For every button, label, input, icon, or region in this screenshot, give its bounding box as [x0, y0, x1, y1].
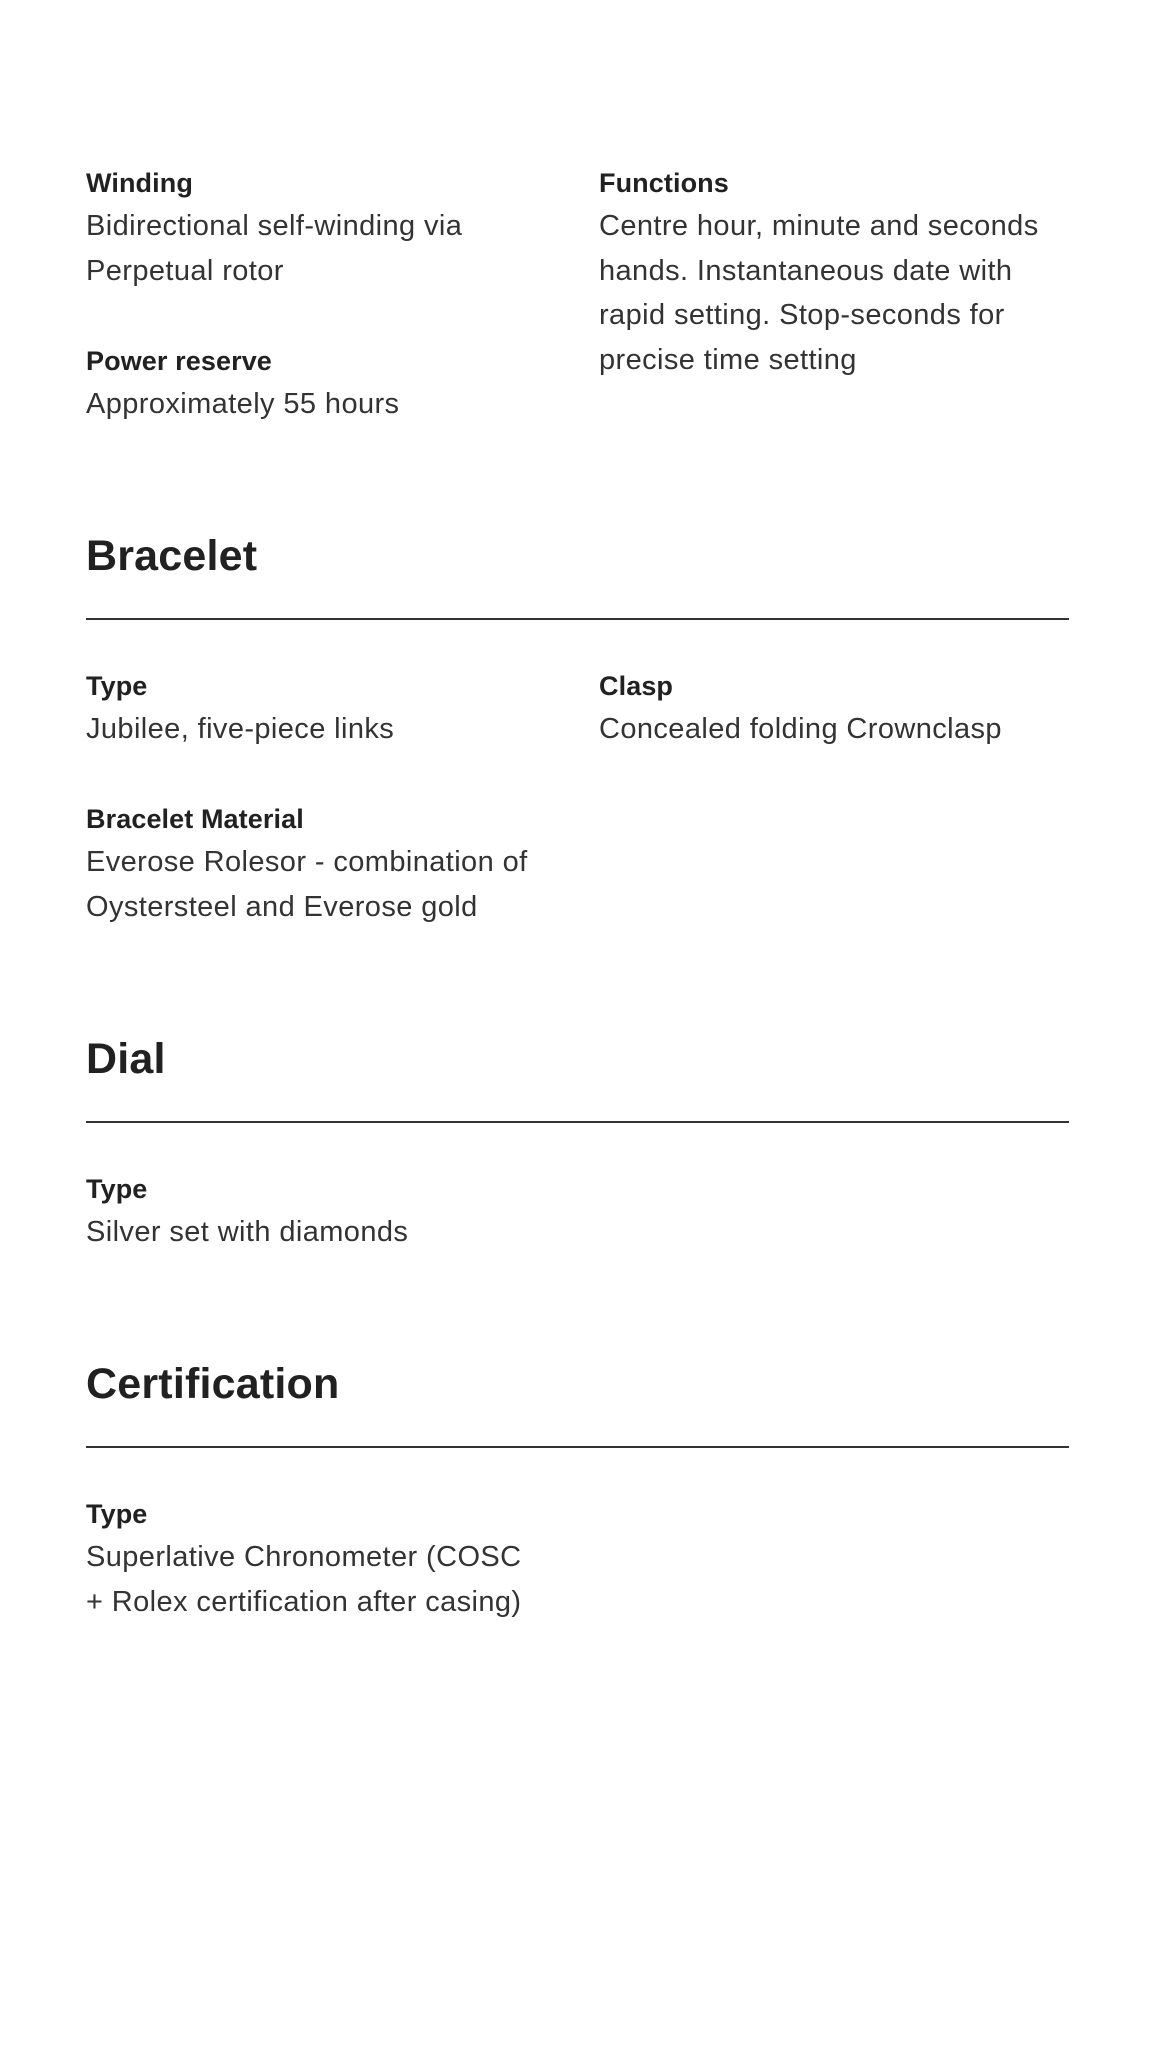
spec-functions [599, 166, 1059, 382]
spec-value: Concealed folding Crownclasp [599, 713, 1002, 745]
spec-power-reserve [86, 344, 546, 427]
spec-label: Power reserve [86, 346, 272, 376]
spec-dial-type [86, 1172, 546, 1255]
spec-label: Clasp [599, 671, 674, 701]
spec-value: Superlative Chronometer (COSC + Rolex certification after casing) [86, 1541, 522, 1618]
section-divider [86, 618, 1069, 620]
spec-value: Silver set with diamonds [86, 1216, 409, 1248]
spec-certification-type [86, 1497, 546, 1624]
spec-value: Approximately 55 hours [86, 388, 400, 420]
spec-bracelet-material [86, 802, 546, 929]
spec-label: Bracelet Material [86, 804, 304, 834]
spec-label: Functions [599, 168, 729, 198]
section-divider [86, 1446, 1069, 1448]
spec-label: Type [86, 1499, 148, 1529]
section-title-certification: Certification [86, 1360, 340, 1408]
spec-label: Type [86, 671, 148, 701]
section-title-dial: Dial [86, 1035, 166, 1083]
spec-value: Everose Rolesor - combination of Oystersteel and Everose gold [86, 846, 528, 923]
spec-value: Jubilee, five-piece links [86, 713, 395, 745]
spec-value: Centre hour, minute and seconds hands. Instantaneous date with rapid setting. Stop-seconds for precise time setting [599, 210, 1039, 376]
spec-bracelet-type [86, 669, 546, 752]
section-divider [86, 1121, 1069, 1123]
spec-clasp [599, 669, 1059, 752]
section-title-bracelet: Bracelet [86, 532, 258, 580]
spec-label: Winding [86, 168, 193, 198]
spec-winding [86, 166, 546, 293]
spec-value: Bidirectional self-winding via Perpetual rotor [86, 210, 463, 287]
spec-label: Type [86, 1174, 148, 1204]
